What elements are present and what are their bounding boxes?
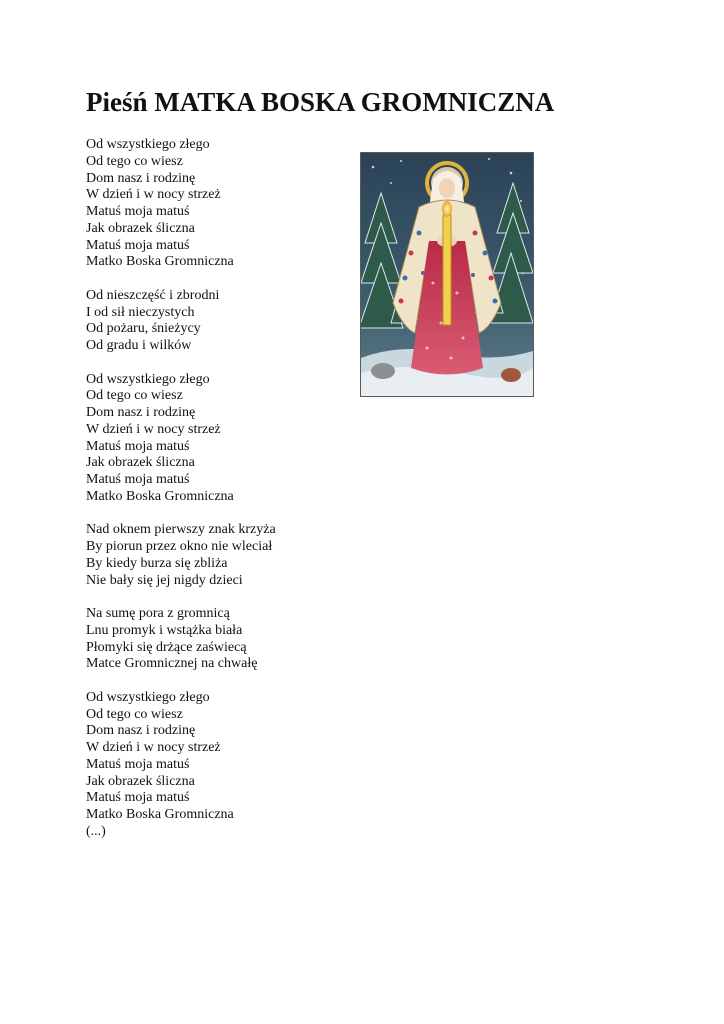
page-title: Pieśń MATKA BOSKA GROMNICZNA — [86, 87, 555, 117]
lyric-line: Nad oknem pierwszy znak krzyża — [86, 522, 276, 538]
lyric-line: Od tego co wiesz — [86, 153, 183, 169]
song-lyrics — [86, 137, 346, 857]
stanza — [86, 288, 346, 355]
stanza — [86, 606, 346, 673]
lyric-line: Od wszystkiego złego — [86, 371, 210, 387]
lyric-line: W dzień i w nocy strzeż — [86, 187, 221, 203]
lyric-line: Dom nasz i rodzinę — [86, 405, 196, 420]
lyric-line: Płomyki się drżące zaświecą — [86, 639, 247, 655]
lyric-line: Od nieszczęść i zbrodni — [86, 287, 220, 303]
stanza — [86, 372, 346, 506]
lyric-line: By piorun przez okno nie wleciał — [86, 539, 273, 554]
lyric-line: W dzień i w nocy strzeż — [86, 421, 221, 437]
lyric-line: Od wszystkiego złego — [86, 689, 210, 705]
lyric-line: Matuś moja matuś — [86, 790, 190, 806]
lyric-line: Jak obrazek śliczna — [86, 220, 195, 236]
lyric-line: Matko Boska Gromniczna — [86, 254, 234, 270]
lyric-line: Jak obrazek śliczna — [86, 455, 195, 471]
lyric-line: Matuś moja matuś — [86, 438, 190, 454]
lyric-line: Matko Boska Gromniczna — [86, 807, 234, 822]
lyric-line: Matko Boska Gromniczna — [86, 488, 234, 504]
lyric-line: Jak obrazek śliczna — [86, 773, 195, 789]
lyric-line: Lnu promyk i wstążka biała — [86, 622, 243, 638]
lyric-line: Matuś moja matuś — [86, 472, 190, 487]
lyric-line: Od wszystkiego złego — [86, 137, 210, 152]
lyric-line: (...) — [86, 823, 106, 839]
lyric-line: Od tego co wiesz — [86, 706, 183, 722]
lyric-line: Dom nasz i rodzinę — [86, 723, 196, 739]
lyric-line: Matuś moja matuś — [86, 237, 190, 253]
lyric-line: Matuś moja matuś — [86, 756, 190, 772]
stanza — [86, 690, 346, 841]
lyric-line: Matuś moja matuś — [86, 204, 190, 219]
stanza — [86, 137, 346, 271]
lyric-line: W dzień i w nocy strzeż — [86, 740, 221, 755]
lyric-line: Dom nasz i rodzinę — [86, 170, 196, 186]
lyric-line: Od tego co wiesz — [86, 388, 183, 404]
lyric-line: Matce Gromnicznej na chwałę — [86, 656, 258, 672]
matka-boska-gromniczna-illustration — [360, 152, 534, 397]
stanza — [86, 522, 346, 589]
lyric-line: By kiedy burza się zbliża — [86, 555, 228, 571]
lyric-line: Od pożaru, śnieżycy — [86, 321, 201, 337]
lyric-line: Nie bały się jej nigdy dzieci — [86, 572, 243, 588]
lyric-line: Na sumę pora z gromnicą — [86, 606, 230, 621]
lyric-line: Od gradu i wilków — [86, 338, 192, 353]
lyric-line: I od sił nieczystych — [86, 304, 195, 320]
